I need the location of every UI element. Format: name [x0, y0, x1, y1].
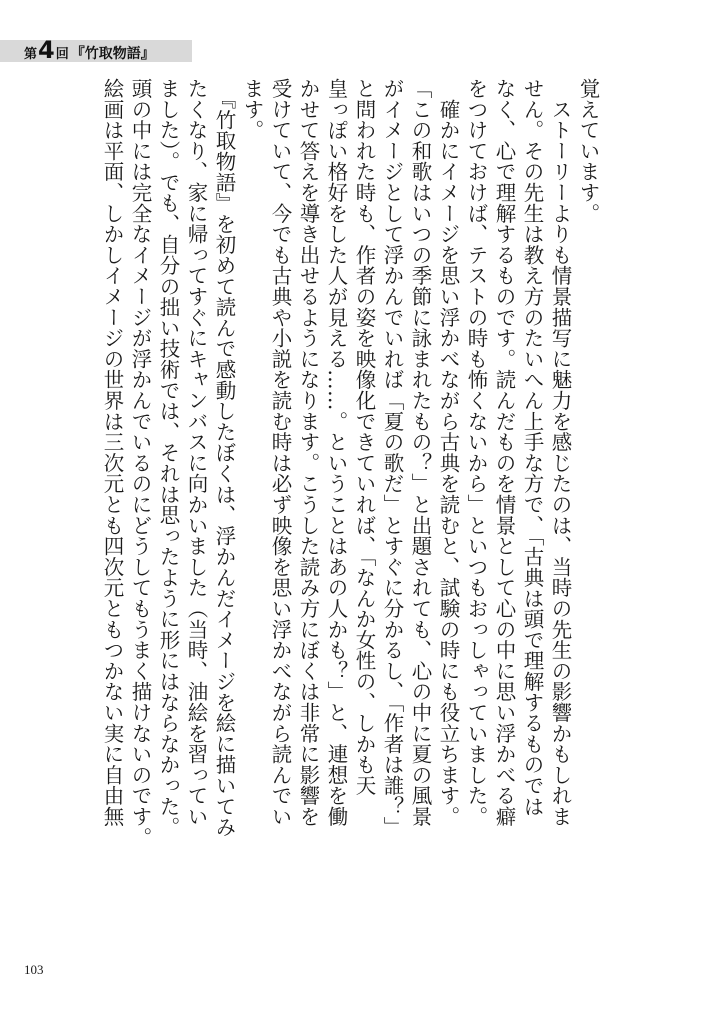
- chapter-prefix: 第: [24, 47, 38, 62]
- text-column: 覚えています。: [576, 78, 600, 224]
- text-column: なく、心で理解するものです。読んだものを情景として心の中に思い浮かべる癖: [492, 78, 516, 827]
- text-column: 受けていて、今でも古典や小説を読む時は必ず映像を思い浮かべながら読んでい: [268, 78, 292, 827]
- text-column: ストーリーよりも情景描写に魅力を感じたのは、当時の先生の影響かもしれま: [548, 78, 572, 827]
- body-text: [98, 78, 602, 848]
- chapter-title: 『竹取物語』: [70, 46, 155, 62]
- text-column: 皇っぽい格好をした人が見える……。ということはあの人かも？」と、連想を働: [324, 78, 348, 827]
- chapter-suffix: 回: [55, 47, 69, 62]
- text-column: 確かにイメージを思い浮かべながら古典を読むと、試験の時にも役立ちます。: [436, 78, 460, 827]
- chapter-number: 4: [38, 36, 55, 64]
- text-column: ます。: [240, 78, 264, 141]
- text-column: 『竹取物語』を初めて読んで感動したぼくは、浮かんだイメージを絵に描いてみ: [212, 78, 236, 838]
- text-column: 頭の中には完全なイメージが浮かんでいるのにどうしてもうまく描けないのです。: [128, 78, 152, 848]
- chapter-header: [24, 38, 155, 64]
- text-column: をつけておけば、テストの時も怖くないから」といつもおっしゃっていました。: [464, 78, 488, 827]
- text-column: 「この和歌はいつの季節に詠まれたもの？」と出題されても、心の中に夏の風景: [408, 78, 432, 827]
- text-column: 絵画は平面、しかしイメージの世界は三次元とも四次元ともつかない実に自由無: [100, 78, 124, 827]
- text-column: たくなり、家に帰ってすぐにキャンバスに向かいました（当時、油絵を習ってい: [184, 78, 208, 827]
- text-column: かせて答えを導き出せるようになります。こうした読み方にぼくは非常に影響を: [296, 78, 320, 827]
- text-column: ました）。でも、自分の拙い技術では、それは思ったように形にはならなかった。: [156, 78, 180, 838]
- text-column: がイメージとして浮かんでいれば「夏の歌だ」とすぐに分かるし、「作者は誰？」: [380, 78, 404, 838]
- text-column: せん。その先生は教え方のたいへん上手な方で、「古典は頭で理解するものでは: [520, 78, 544, 817]
- page-number: 103: [24, 962, 44, 977]
- text-column: と問われた時も、作者の姿を映像化できていれば、「なんか女性の、しかも天: [352, 78, 376, 796]
